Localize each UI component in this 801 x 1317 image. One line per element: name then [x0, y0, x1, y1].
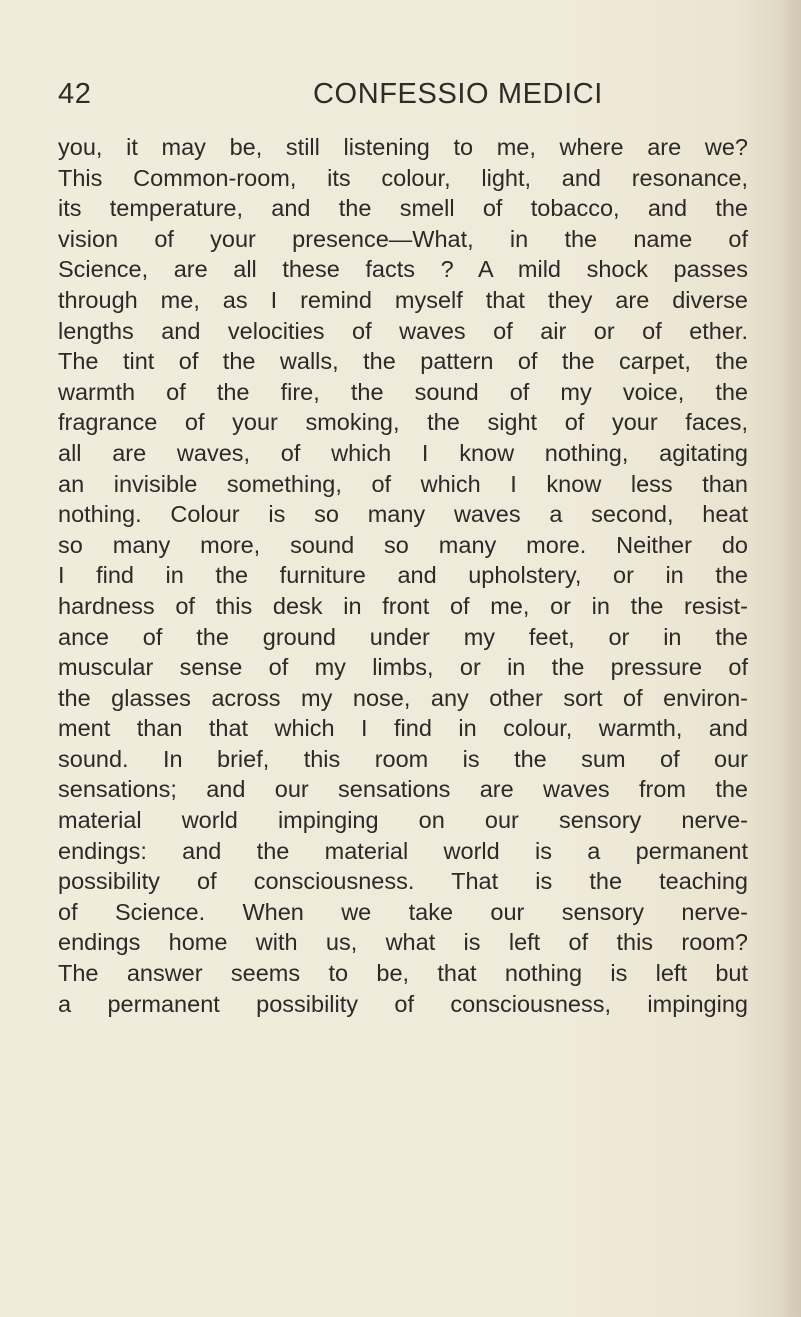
text-line: a permanent possibility of consciousness, impinging	[58, 990, 748, 1017]
text-line: sensations; and our sensations are waves from the	[58, 776, 748, 803]
running-title: CONFESSIO MEDICI	[313, 78, 603, 110]
text-line: This Common-room, its colour, light, and resonance,	[58, 164, 748, 191]
text-line: The tint of the walls, the pattern of the carpet, the	[58, 348, 748, 375]
text-line: warmth of the fire, the sound of my voice, the	[58, 378, 748, 405]
text-line: I find in the furniture and upholstery, or in the	[58, 562, 748, 589]
text-line: The answer seems to be, that nothing is left but	[58, 960, 748, 987]
text-line: through me, as I remind myself that they are diverse	[58, 286, 748, 313]
text-line: sound. In brief, this room is the sum of our	[58, 745, 748, 772]
text-line: nothing. Colour is so many waves a second, heat	[58, 501, 748, 528]
text-line: endings home with us, what is left of this room?	[58, 929, 748, 956]
text-line: of Science. When we take our sensory nerve-	[58, 898, 748, 925]
running-head	[58, 78, 738, 118]
text-line: its temperature, and the smell of tobacco, and the	[58, 195, 748, 222]
text-line: hardness of this desk in front of me, or in the resist-	[58, 592, 748, 619]
text-line: possibility of consciousness. That is the teaching	[58, 868, 748, 895]
page-number: 42	[58, 78, 92, 110]
text-line: fragrance of your smoking, the sight of your faces,	[58, 409, 748, 436]
text-line: all are waves, of which I know nothing, agitating	[58, 439, 748, 466]
text-line: muscular sense of my limbs, or in the pressure of	[58, 654, 748, 681]
body-text	[58, 132, 748, 1019]
text-line: ance of the ground under my feet, or in the	[58, 623, 748, 650]
text-line: lengths and velocities of waves of air or of ether.	[58, 317, 748, 344]
page-edge-shadow	[779, 0, 801, 1317]
text-line: so many more, sound so many more. Neither do	[58, 531, 748, 558]
text-line: vision of your presence—What, in the name of	[58, 225, 748, 252]
text-line: an invisible something, of which I know less than	[58, 470, 748, 497]
text-line: the glasses across my nose, any other sort of environ-	[58, 684, 748, 711]
text-line: material world impinging on our sensory nerve-	[58, 807, 748, 834]
text-line: ment than that which I find in colour, warmth, and	[58, 715, 748, 742]
text-line: Science, are all these facts ? A mild shock passes	[58, 256, 748, 283]
text-line: you, it may be, still listening to me, where are we?	[58, 134, 748, 160]
text-line: endings: and the material world is a permanent	[58, 837, 748, 864]
